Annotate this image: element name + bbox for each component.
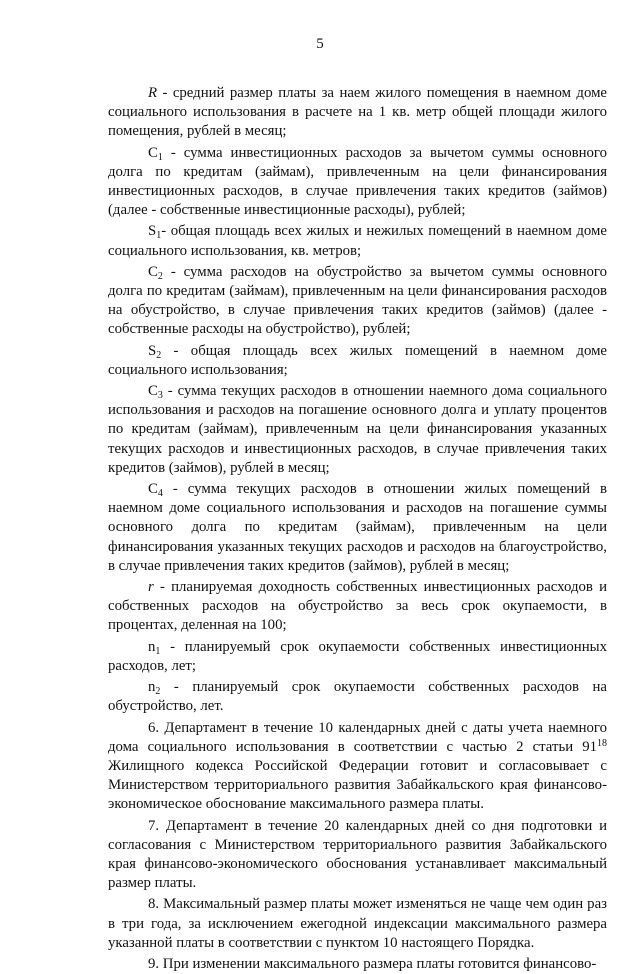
- definition-text: - сумма инвестиционных расходов за вычетом суммы основного долга по кредитам (займам), привлеченным на цели финансирования инвестиционных расходов, в случае привлечения таких кредитов (займов) (далее - собственные инвестиционные расходы), рублей;: [108, 144, 607, 219]
- definition-s2: [108, 342, 607, 380]
- item-9: 9. При изменении максимального размера платы готовится финансово-: [148, 955, 597, 972]
- definition-text: - общая площадь всех жилых и нежилых помещений в наемном доме социального использования, кв. метров;: [108, 223, 607, 259]
- symbol: S: [148, 223, 157, 240]
- article-superscript: 18: [597, 737, 607, 749]
- definition-text: - сумма расходов на обустройство за вычетом суммы основного долга по кредитам (займам), привлеченным на цели финансирования расходов на обустройство, в случае привлечения таких кредитов (займов) (далее - собственные расходы на обустройство), рублей;: [108, 263, 607, 338]
- definition-text: - сумма текущих расходов в отношении жилых помещений в наемном доме социального использования и расходов на погашение суммы основного долга по кредитам (займам), привлеченным на цели финансирования указанных текущих расходов и расходов на благоустройство, в случае привлечения таких кредитов (займов), рублей в месяц;: [108, 481, 607, 574]
- definition-text: - общая площадь всех жилых помещений в наемном доме социального использования;: [108, 342, 607, 378]
- item-6-text: 6. Департамент в течение 10 календарных дней с даты учета наемного дома социального использования в соответствии с частью 2 статьи 91: [108, 719, 607, 755]
- definition-text: - планируемая доходность собственных инвестиционных расходов и собственных расходов на обустройство за весь срок окупаемости, в процентах, деленная на 100;: [108, 579, 607, 634]
- symbol-subscript: 1: [157, 151, 163, 163]
- page-number: 5: [316, 36, 324, 52]
- definition-c2: [108, 263, 607, 340]
- item-6: [108, 719, 607, 815]
- definition-c4: [108, 480, 607, 576]
- definition-text: - сумма текущих расходов в отношении наемного дома социального использования и расходов на погашение основного долга и уплату процентов по кредитам (займам), привлеченным на цели финансирования указанных текущих расходов и инвестиционных расходов, в случае привлечения таких кредитов (займов), рублей в месяц;: [108, 383, 607, 476]
- definition-c3: [108, 382, 607, 478]
- symbol: n: [148, 679, 156, 696]
- definition-c1: [108, 144, 607, 221]
- symbol-subscript: 1: [155, 645, 161, 657]
- item-6-text-continued: Жилищного кодекса Российской Федерации готовит и согласовывает с Министерством территориального развития Забайкальского края финансово-экономическое обоснование максимального размера платы.: [108, 757, 607, 813]
- symbol: С: [148, 144, 158, 161]
- symbol: С: [148, 383, 158, 400]
- symbol: n: [148, 638, 156, 655]
- document-body: [108, 84, 607, 974]
- symbol: S: [148, 342, 157, 359]
- definition-s1: [108, 222, 607, 260]
- symbol-subscript: 3: [157, 390, 163, 402]
- symbol-subscript: 1: [156, 230, 162, 242]
- item-7: 7. Департамент в течение 20 календарных дней со дня подготовки и согласования с Министерством территориального развития Забайкальского края финансово-экономического обоснования устанавливает максимальный размер платы.: [108, 817, 607, 892]
- item-8: 8. Максимальный размер платы может изменяться не чаще чем один раз в три года, за исключением ежегодной индексации максимального размера указанной платы в соответствии с пунктом 10 настоящего Порядка.: [108, 896, 607, 951]
- definition-text: - средний размер платы за наем жилого помещения в наемном доме социального использования в расчете на 1 кв. метр общей площади жилого помещения, рублей в месяц;: [108, 85, 607, 140]
- symbol: r: [148, 579, 154, 596]
- symbol-subscript: 4: [157, 488, 163, 500]
- definition-n1: [108, 638, 607, 676]
- symbol-subscript: 2: [157, 270, 163, 282]
- definition-r-lower: [108, 578, 607, 636]
- symbol-subscript: 2: [155, 686, 161, 698]
- definition-r: [108, 84, 607, 142]
- symbol-subscript: 2: [156, 349, 162, 361]
- definition-text: - планируемый срок окупаемости собственных инвестиционных расходов, лет;: [108, 638, 607, 674]
- symbol: С: [148, 481, 158, 498]
- definition-text: - планируемый срок окупаемости собственных расходов на обустройство, лет.: [108, 679, 607, 715]
- symbol: R: [148, 85, 158, 101]
- definition-n2: [108, 678, 607, 716]
- symbol: С: [148, 263, 158, 280]
